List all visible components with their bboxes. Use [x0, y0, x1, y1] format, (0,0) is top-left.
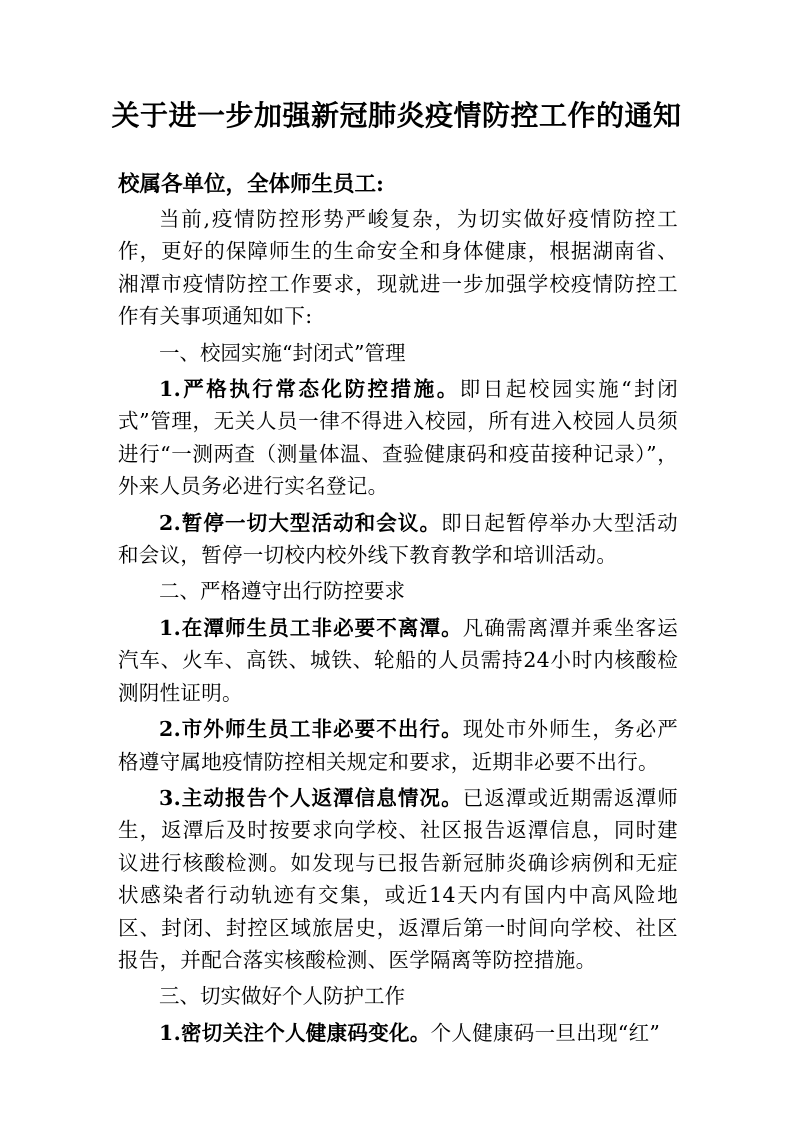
section-2: [118, 575, 678, 976]
item-lead: 3.主动报告个人返潭信息情况。: [159, 785, 463, 810]
section-3: [118, 980, 678, 1049]
section-1: [118, 337, 678, 572]
item-text: 个人健康码一旦出现“红”: [430, 1020, 661, 1045]
item-lead: 1.严格执行常态化防控措施。: [159, 377, 460, 402]
section-heading: 一、校园实施“封闭式”管理: [159, 340, 406, 365]
item-text: 凡确需离潭并乘坐客运汽车、火车、高铁、城铁、轮船的人员需持24小时内核酸检测阴性证明。: [118, 615, 678, 705]
section-heading: 二、严格遵守出行防控要求: [159, 579, 405, 604]
document-title: 关于进一步加强新冠肺炎疫情防控工作的通知: [111, 99, 682, 132]
list-item: [118, 1017, 678, 1049]
list-item: [118, 373, 678, 503]
item-text: 已返潭或近期需返潭师生，返潭后及时按要求向学校、社区报告返潭信息，同时建议进行核酸检测。如发现与已报告新冠肺炎确诊病例和无症状感染者行动轨迹有交集，或近14天内有国内中高风险地区、封闭、封控区域旅居史，返潭后第一时间向学校、社区报告，并配合落实核酸检测、医学隔离等防控措施。: [118, 785, 678, 972]
section-heading: 三、切实做好个人防护工作: [159, 984, 405, 1009]
intro-paragraph: 当前,疫情防控形势严峻复杂，为切实做好疫情防控工作，更好的保障师生的生命安全和身体健康，根据湖南省、湘潭市疫情防控工作要求，现就进一步加强学校疫情防控工作有关事项通知如下:: [118, 207, 678, 329]
item-lead: 2.暂停一切大型活动和会议。: [159, 510, 442, 535]
item-text: 即日起校园实施“封闭式”管理，无关人员一律不得进入校园，所有进入校园人员须进行“一测两查（测量体温、查验健康码和疫苗接种记录）”，外来人员务必进行实名登记。: [118, 377, 678, 499]
item-text: 即日起暂停举办大型活动和会议，暂停一切校内校外线下教育教学和培训活动。: [118, 510, 678, 568]
salutation: 校属各单位，全体师生员工:: [118, 172, 384, 197]
list-item: [118, 507, 678, 572]
list-item: [118, 713, 678, 778]
list-item: [118, 782, 678, 976]
document-body: [118, 167, 678, 1049]
list-item: [118, 612, 678, 709]
item-lead: 1.在潭师生员工非必要不离潭。: [159, 615, 463, 640]
item-lead: 1.密切关注个人健康码变化。: [159, 1020, 431, 1045]
item-lead: 2.市外师生员工非必要不出行。: [159, 717, 463, 742]
item-text: 现处市外师生，务必严格遵守属地疫情防控相关规定和要求，近期非必要不出行。: [118, 717, 678, 774]
